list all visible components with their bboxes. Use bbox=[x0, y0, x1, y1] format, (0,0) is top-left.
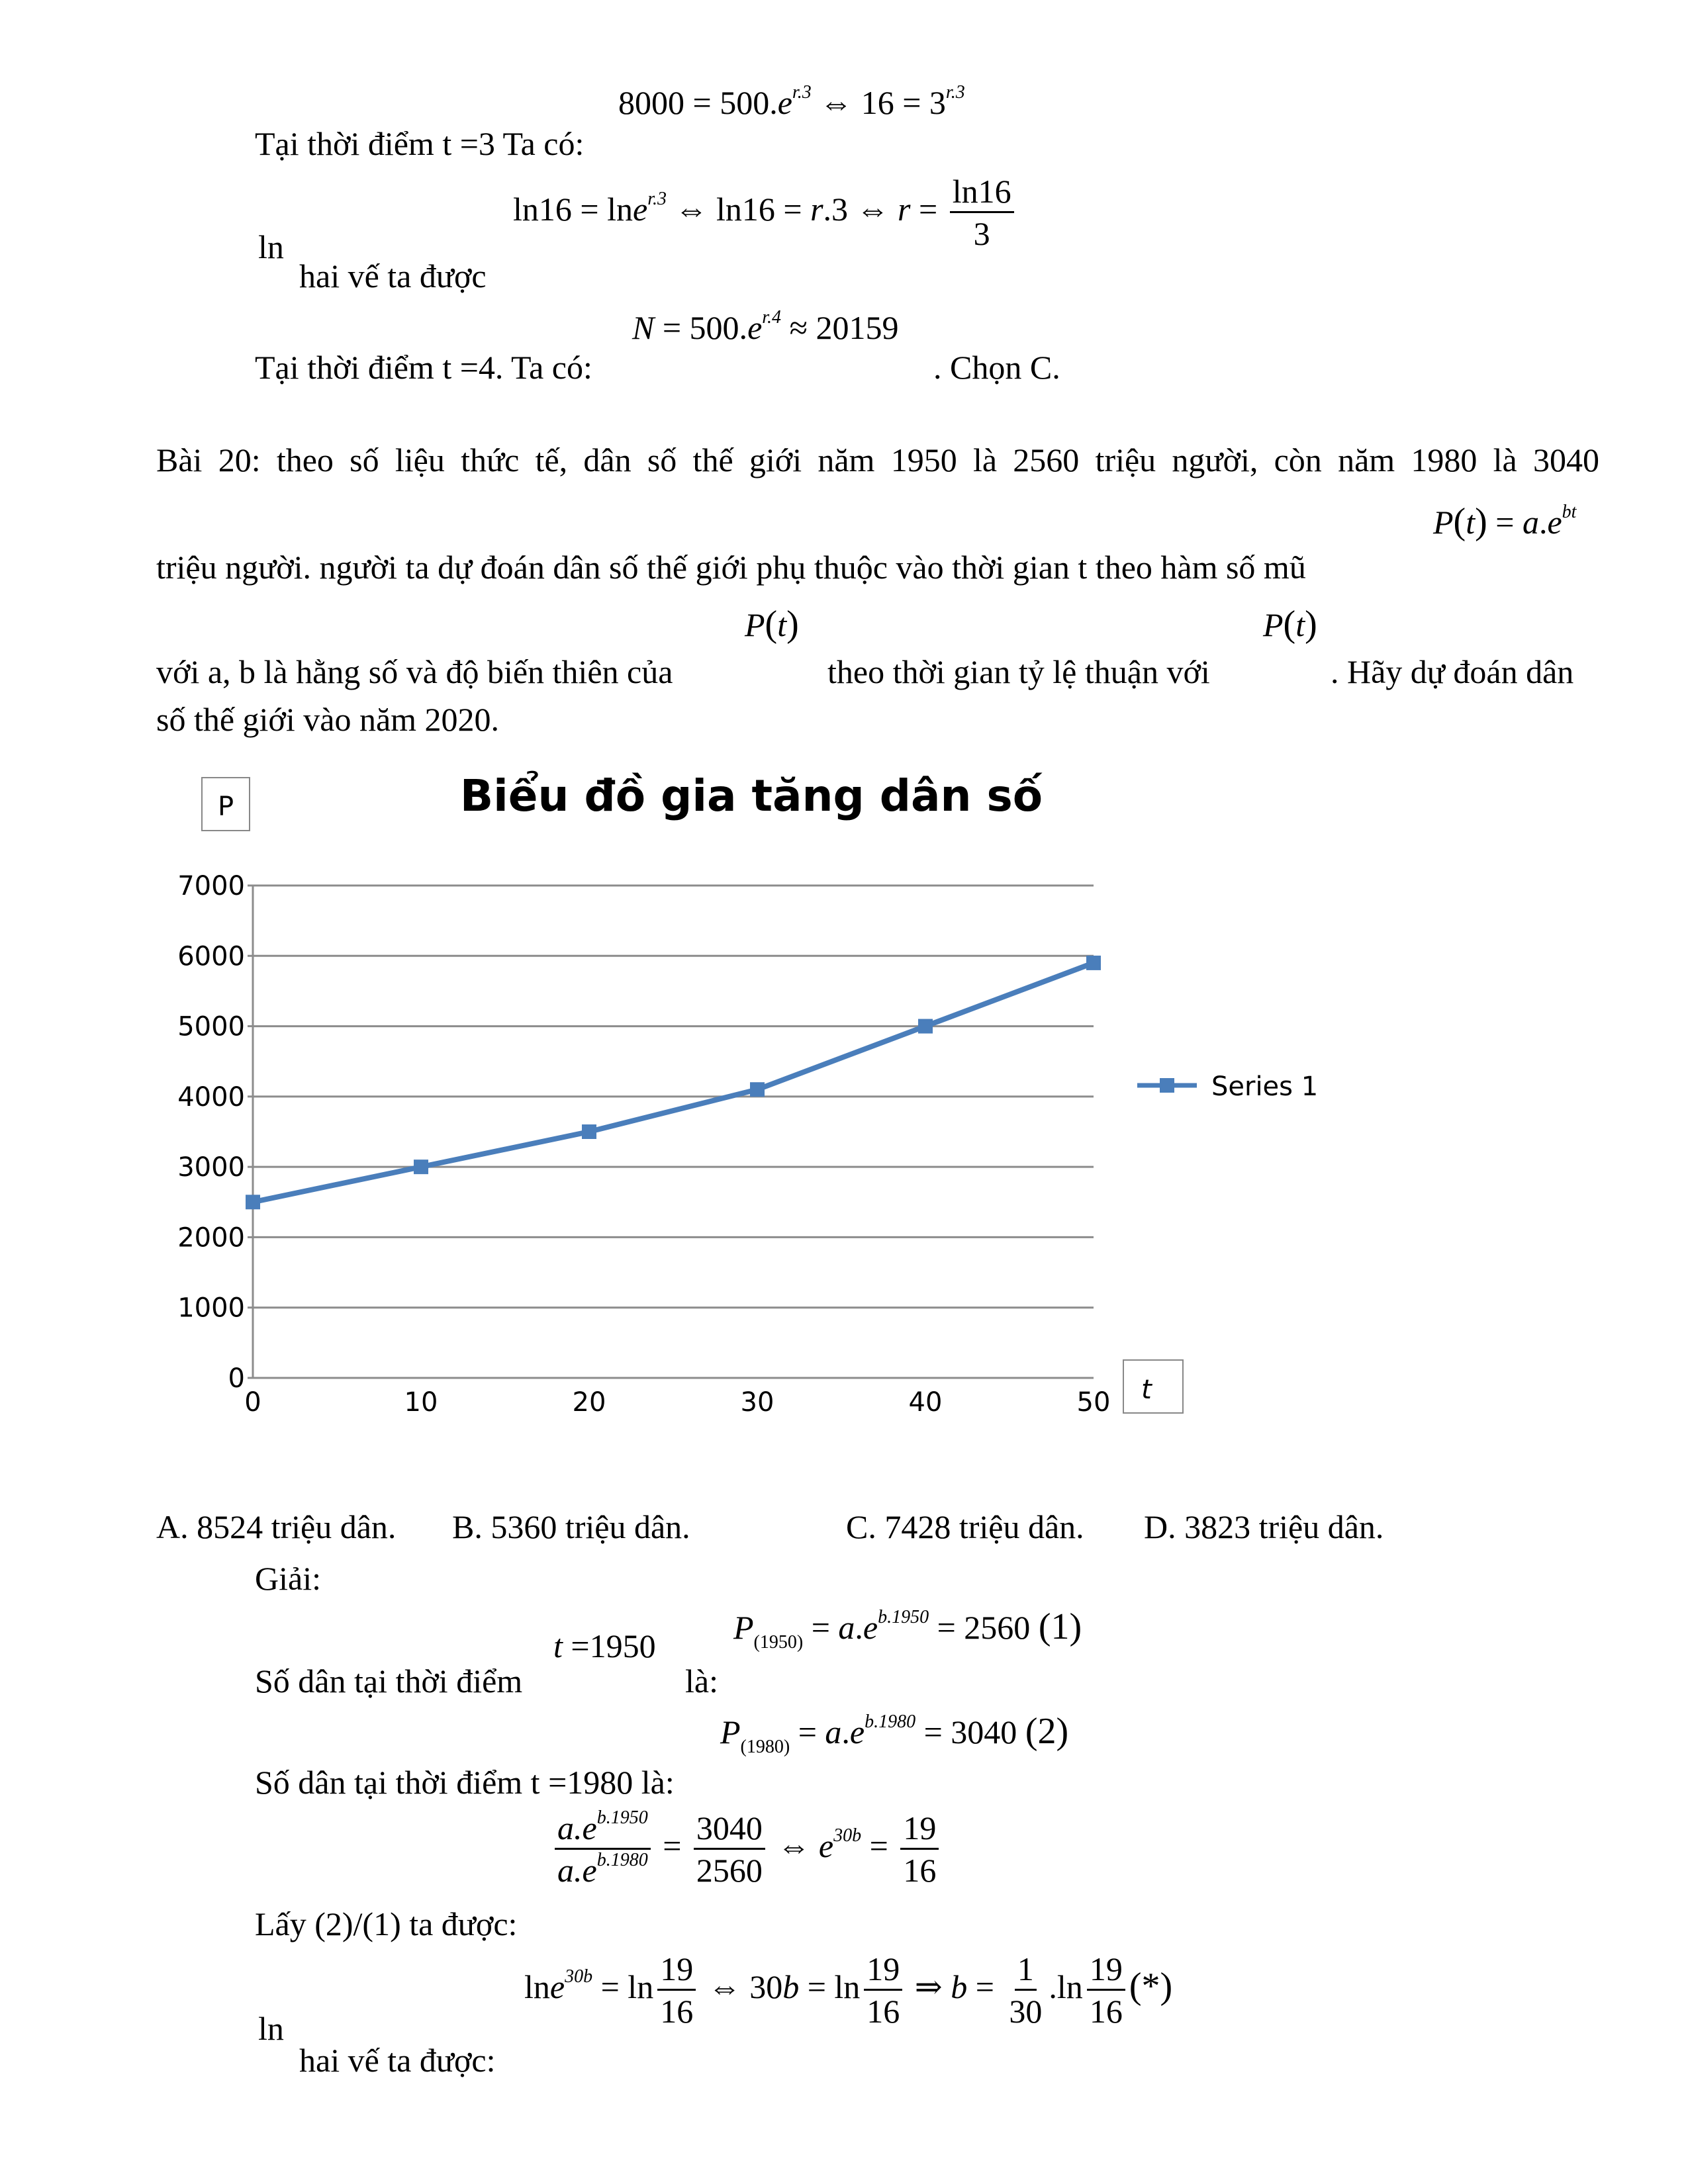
axes bbox=[248, 886, 1094, 1378]
ln-equation: lne$^{30b}$ = ln $\frac{19}{16}$ ⇔ 30b = ln $\frac{19}{16}$ ⇒ b = $\frac{1}{30}$ .ln $\frac{19}{16}$ (*) bbox=[524, 1950, 1173, 2030]
ln-label-1: ln bbox=[258, 228, 284, 265]
y-tick-label: 6000 bbox=[177, 941, 245, 972]
x-tick-label: 50 bbox=[1076, 1387, 1111, 1418]
line-t3: Tại thời điểm t =3 Ta có: bbox=[255, 125, 585, 162]
equation-N: $N = 500.e^{r.4} \approx 20159$ bbox=[632, 307, 899, 346]
y-tick-label: 2000 bbox=[177, 1222, 245, 1253]
legend bbox=[1137, 1071, 1318, 1102]
data-point bbox=[1086, 956, 1101, 970]
x-tick-label: 20 bbox=[572, 1387, 606, 1418]
y-tick-label: 7000 bbox=[177, 871, 245, 901]
data-point bbox=[918, 1019, 933, 1034]
lay-label: Lấy (2)/(1) ta được: bbox=[255, 1905, 518, 1942]
data-point bbox=[582, 1124, 596, 1139]
population-chart bbox=[159, 761, 1417, 1449]
problem-line-2: triệu người. người ta dự đoán dân số thế giới phụ thuộc vào thời gian t theo hàm số mũ bbox=[156, 549, 1306, 586]
pt-2: P(t) bbox=[1263, 604, 1317, 645]
problem-line-1: Bài 20: theo số liệu thức tế, dân số thế giới năm 1950 là 2560 triệu người, còn năm 1980 là 3040 bbox=[156, 441, 1599, 478]
ratio-equation: $\frac{a.e^{b.1950}}{a.e^{b.1980}}$ = $\frac{3040}{2560}$ ⇔ $e^{30b}$ = $\frac{19}{16}$ bbox=[551, 1810, 943, 1889]
problem-line-3b: theo thời gian tỷ lệ thuận với bbox=[827, 653, 1210, 690]
y-tick-label: 3000 bbox=[177, 1152, 245, 1183]
problem-line-3a: với a, b là hằng số và độ biến thiên của bbox=[156, 653, 673, 690]
y-tick-label: 0 bbox=[228, 1363, 245, 1394]
hai-ve-2: hai vế ta được: bbox=[299, 2042, 496, 2079]
so-dan-1: Số dân tại thời điểm bbox=[255, 1662, 523, 1700]
legend-marker bbox=[1160, 1078, 1174, 1093]
equation-ln16: ln16 = lne$^{r.3}$ ⇔ ln16 = r.3 ⇔ r = $\frac{\ln 16}{3}$ bbox=[513, 173, 1018, 252]
tick-labels bbox=[177, 871, 1110, 1418]
la-label: là: bbox=[685, 1662, 718, 1700]
problem-line-4: số thế giới vào năm 2020. bbox=[156, 701, 500, 738]
data-point bbox=[414, 1160, 428, 1174]
chart-title: Biểu đồ gia tăng dân số bbox=[459, 770, 1043, 821]
y-axis-label: P bbox=[217, 792, 234, 822]
answer-d: D. 3823 triệu dân. bbox=[1144, 1508, 1384, 1545]
hai-ve-1: hai vế ta được bbox=[299, 257, 487, 295]
x-tick-label: 40 bbox=[908, 1387, 943, 1418]
equation-8000: $8000 = 500.e^{r.3}$ ⇔ $16 = 3^{r.3}$ bbox=[618, 82, 965, 121]
x-tick-label: 0 bbox=[244, 1387, 261, 1418]
grid-lines bbox=[253, 886, 1094, 1308]
x-tick-label: 30 bbox=[740, 1387, 774, 1418]
data-point bbox=[750, 1082, 765, 1097]
y-tick-label: 4000 bbox=[177, 1081, 245, 1113]
data-point bbox=[246, 1195, 260, 1209]
ln-label-2: ln bbox=[258, 2010, 284, 2047]
y-tick-label: 1000 bbox=[177, 1293, 245, 1324]
series-layer bbox=[246, 956, 1101, 1209]
function-P: $P(t) = a.e^{bt}$ bbox=[1433, 501, 1577, 542]
y-tick-label: 5000 bbox=[177, 1011, 245, 1042]
x-tick-label: 10 bbox=[404, 1387, 438, 1418]
legend-label: Series 1 bbox=[1211, 1071, 1319, 1102]
chon-c: . Chọn C. bbox=[933, 349, 1060, 386]
y-label-box bbox=[202, 778, 250, 831]
line-t4: Tại thời điểm t =4. Ta có: bbox=[255, 349, 592, 386]
answer-a: A. 8524 triệu dân. bbox=[156, 1508, 397, 1545]
x-label-box bbox=[1123, 1360, 1183, 1413]
so-dan-2: Số dân tại thời điểm t =1980 là: bbox=[255, 1764, 675, 1801]
problem-line-3c: . Hãy dự đoán dân bbox=[1331, 653, 1574, 690]
x-axis-label: t bbox=[1141, 1375, 1152, 1405]
p-1950-equation: $P_{(1950)} = a.e^{b.1950} = 2560$ (1) bbox=[733, 1606, 1082, 1653]
giai-label: Giải: bbox=[255, 1560, 321, 1597]
answer-c: C. 7428 triệu dân. bbox=[846, 1508, 1084, 1545]
p-1980-equation: $P_{(1980)} = a.e^{b.1980} = 3040$ (2) bbox=[720, 1711, 1069, 1757]
pt-1: P(t) bbox=[745, 604, 799, 645]
t-1950: t =1950 bbox=[553, 1627, 656, 1664]
answer-b: B. 5360 triệu dân. bbox=[452, 1508, 690, 1545]
